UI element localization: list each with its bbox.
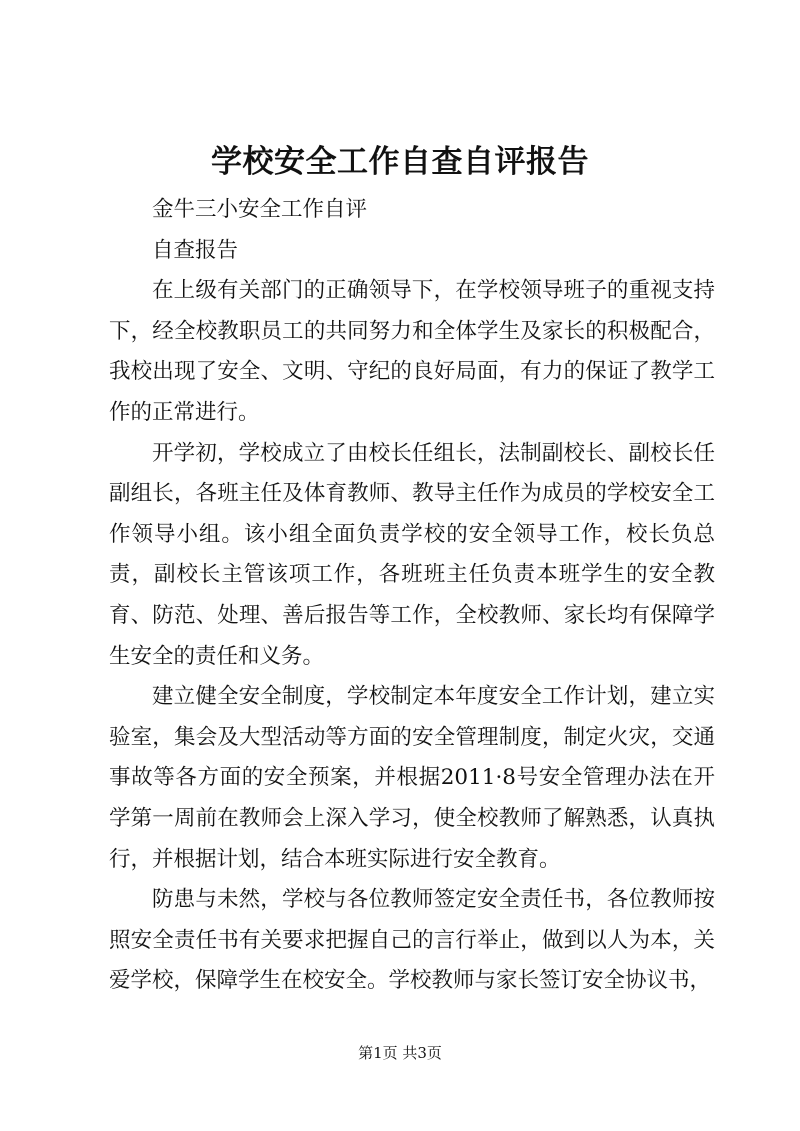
paragraph-report-label: 自查报告 bbox=[152, 237, 239, 263]
document-body bbox=[109, 190, 715, 1002]
paragraph-school-name: 金牛三小安全工作自评 bbox=[152, 197, 368, 222]
document-title: 学校安全工作自查自评报告 bbox=[211, 144, 589, 180]
paragraph-intro: 在上级有关部门的正确领导下，在学校领导班子的重视支持下，经全校教职员工的共同努力和全体学生及家长的积极配合，我校出现了安全、文明、守纪的良好局面，有力的保证了教学工作的正常进行。 bbox=[109, 278, 715, 425]
paragraph-leadership-group: 开学初，学校成立了由校长任组长，法制副校长、副校长任副组长，各班主任及体育教师、教导主任作为成员的学校安全工作领导小组。该小组全面负责学校的安全领导工作，校长负总责，副校长主管该项工作，各班班主任负责本班学生的安全教育、防范、处理、善后报告等工作，全校教师、家长均有保障学生安全的责任和义务。 bbox=[109, 440, 715, 669]
paragraph-safety-system: 建立健全安全制度，学校制定本年度安全工作计划，建立实验室，集会及大型活动等方面的安全管理制度，制定火灾，交通事故等各方面的安全预案，并根据2011·8号安全管理办法在开学第一周前在教师会上深入学习，使全校教师了解熟悉，认真执行，并根据计划，结合本班实际进行安全教育。 bbox=[109, 684, 715, 872]
paragraph-prevention: 防患与未然，学校与各位教师签定安全责任书，各位教师按照安全责任书有关要求把握自己的言行举止，做到以人为本，关爱学校，保障学生在校安全。学校教师与家长签订安全协议书， bbox=[109, 887, 715, 994]
page-number-footer: 第1页 共3页 bbox=[358, 1044, 442, 1062]
